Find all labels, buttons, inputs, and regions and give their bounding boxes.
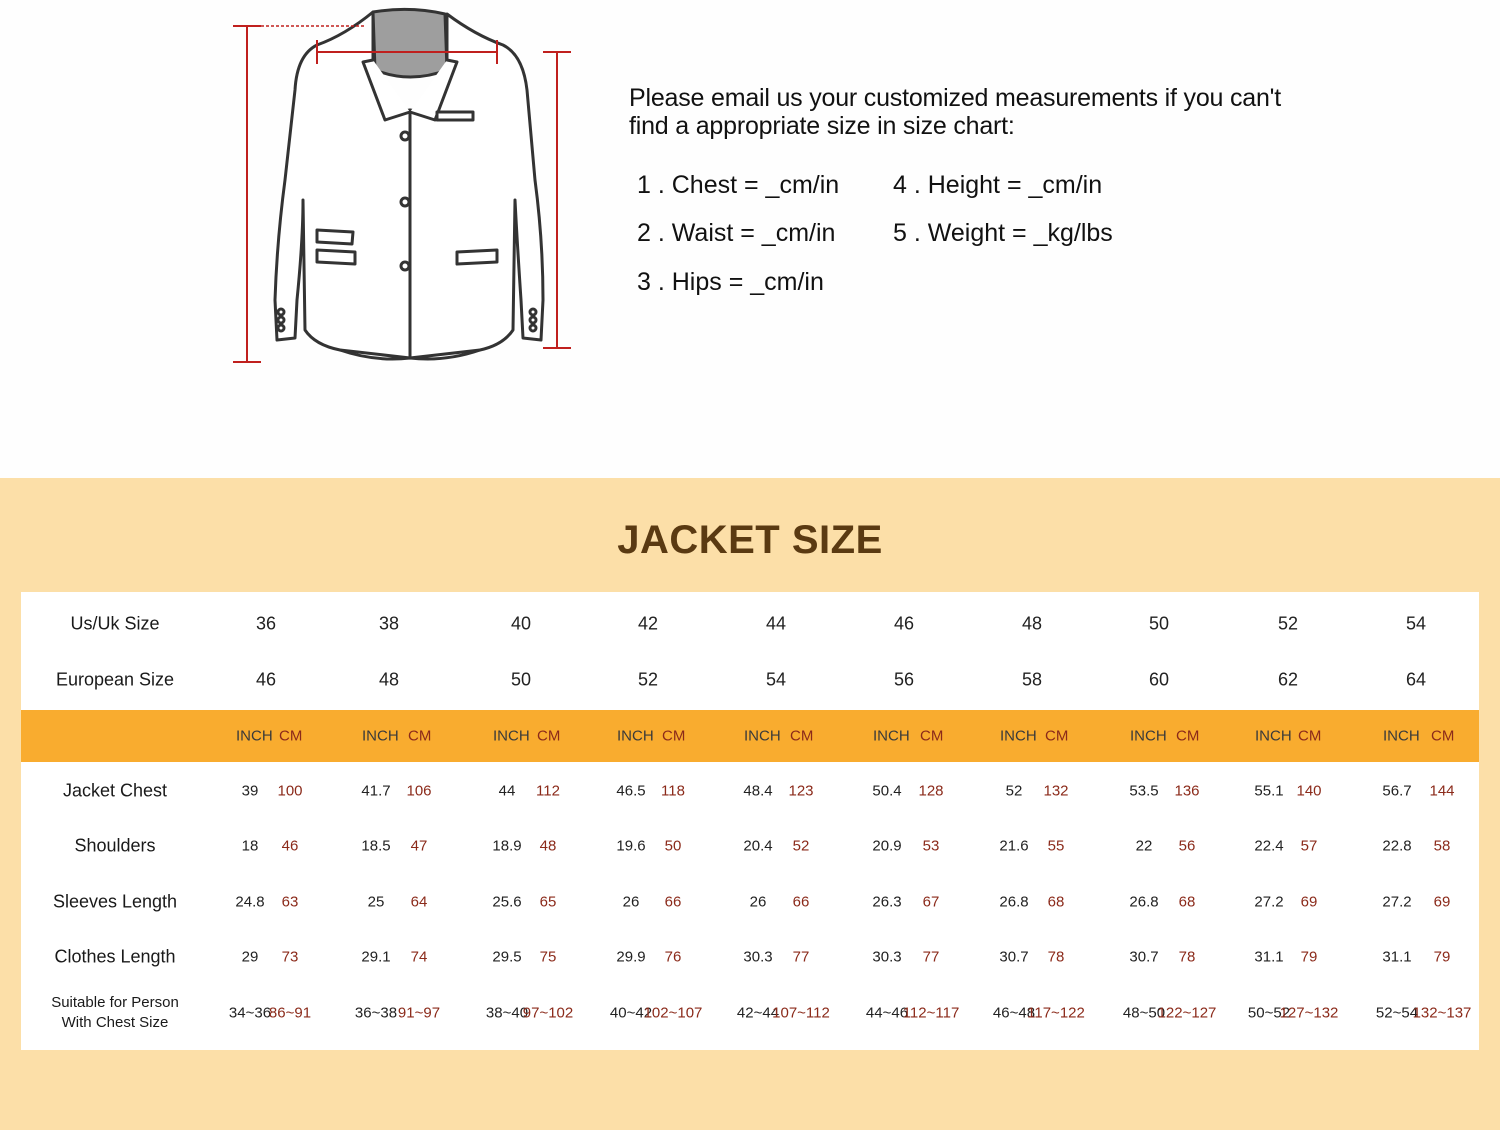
inch-value: 22.4 [1254,837,1284,855]
suitable-inch-value: 36~38 [354,1004,398,1022]
inch-value: 50.4 [872,782,902,800]
cm-value: 47 [410,837,428,855]
european-size-cell: 58 [1021,669,1043,690]
unit-inch-label: INCH [1130,727,1167,745]
cm-value: 68 [1178,893,1196,911]
unit-inch-label: INCH [1383,727,1420,745]
row-label: Jacket Chest [62,780,168,801]
unit-inch-label: INCH [1000,727,1037,745]
unit-cm-label: CM [790,727,814,745]
instructions-heading-line1: Please email us your customized measurements if you can't [629,84,1282,112]
inch-value: 18 [241,837,259,855]
inch-value: 20.9 [872,837,902,855]
unit-cm-label: CM [1176,727,1200,745]
inch-value: 19.6 [616,837,646,855]
suitable-cm-value: 102~107 [643,1004,703,1022]
european-size-cell: 52 [637,669,659,690]
us-uk-size-cell: 54 [1405,613,1427,634]
measure-item-hips: 3 . Hips = _cm/in [637,268,824,296]
cm-value: 65 [539,893,557,911]
european-size-label: European Size [55,669,175,690]
us-uk-size-cell: 50 [1148,613,1170,634]
inch-value: 18.5 [361,837,391,855]
european-size-cell: 62 [1277,669,1299,690]
unit-cm-label: CM [1298,727,1322,745]
inch-value: 30.7 [999,948,1029,966]
suitable-cm-value: 112~117 [902,1004,960,1022]
suitable-inch-value: 34~36 [228,1004,272,1022]
cm-value: 66 [664,893,682,911]
suitable-inch-value: 48~50 [1122,1004,1166,1022]
inch-value: 29.9 [616,948,646,966]
suitable-label-line2: With Chest Size [61,1014,169,1031]
european-size-cell: 48 [378,669,400,690]
suitable-cm-value: 117~122 [1027,1004,1085,1022]
inch-value: 20.4 [743,837,773,855]
unit-cm-label: CM [1045,727,1069,745]
inch-value: 30.7 [1129,948,1159,966]
suitable-inch-value: 52~54 [1375,1004,1419,1022]
cm-value: 112 [536,782,560,800]
cm-value: 69 [1300,893,1318,911]
us-uk-size-cell: 44 [765,613,787,634]
cm-value: 55 [1047,837,1065,855]
cm-value: 132 [1043,782,1069,800]
cm-value: 73 [281,948,299,966]
unit-cm-label: CM [537,727,561,745]
cm-value: 67 [922,893,940,911]
inch-value: 26.8 [999,893,1029,911]
unit-inch-label: INCH [362,727,399,745]
inch-value: 56.7 [1382,782,1412,800]
unit-cm-label: CM [662,727,686,745]
cm-value: 58 [1433,837,1451,855]
cm-value: 140 [1296,782,1322,800]
inch-value: 44 [498,782,516,800]
suitable-inch-value: 44~46 [865,1004,909,1022]
inch-value: 29 [241,948,259,966]
inch-value: 21.6 [999,837,1029,855]
cm-value: 52 [792,837,810,855]
inch-value: 31.1 [1254,948,1284,966]
measure-item-waist: 2 . Waist = _cm/in [637,219,836,247]
cm-value: 53 [922,837,940,855]
cm-value: 64 [410,893,428,911]
suitable-cm-value: 91~97 [397,1004,441,1022]
inch-value: 41.7 [361,782,391,800]
cm-value: 118 [661,782,685,800]
top-section [0,0,1500,478]
inch-value: 55.1 [1254,782,1284,800]
suitable-cm-value: 97~102 [522,1004,574,1022]
inch-value: 25.6 [492,893,522,911]
inch-value: 29.5 [492,948,522,966]
chart-title: JACKET SIZE [617,518,883,562]
us-uk-size-cell: 38 [378,613,400,634]
cm-value: 79 [1433,948,1451,966]
unit-inch-label: INCH [493,727,530,745]
us-uk-size-cell: 48 [1021,613,1043,634]
cm-value: 66 [792,893,810,911]
us-uk-size-cell: 40 [510,613,532,634]
suitable-cm-value: 122~127 [1157,1004,1217,1022]
cm-value: 77 [922,948,940,966]
cm-value: 79 [1300,948,1318,966]
suitable-inch-value: 50~52 [1247,1004,1291,1022]
cm-value: 69 [1433,893,1451,911]
unit-inch-label: INCH [744,727,781,745]
cm-value: 78 [1047,948,1065,966]
suitable-cm-value: 127~132 [1279,1004,1339,1022]
inch-value: 46.5 [616,782,646,800]
suitable-inch-value: 38~40 [485,1004,529,1022]
inch-value: 39 [241,782,259,800]
inch-value: 25 [367,893,385,911]
measure-item-chest: 1 . Chest = _cm/in [637,171,840,199]
suitable-cm-value: 107~112 [772,1004,830,1022]
inch-value: 22 [1135,837,1153,855]
cm-value: 144 [1429,782,1455,800]
suitable-inch-value: 46~48 [992,1004,1036,1022]
unit-cm-label: CM [920,727,944,745]
suitable-cm-value: 86~91 [268,1004,312,1022]
cm-value: 50 [664,837,682,855]
cm-value: 100 [277,782,303,800]
inch-value: 48.4 [743,782,773,800]
jacket-drawing [225,0,585,375]
unit-inch-label: INCH [1255,727,1292,745]
suitable-inch-value: 40~42 [609,1004,653,1022]
cm-value: 48 [539,837,557,855]
us-uk-size-label: Us/Uk Size [70,613,160,634]
cm-value: 68 [1047,893,1065,911]
european-size-cell: 60 [1148,669,1170,690]
european-size-cell: 50 [510,669,532,690]
suitable-inch-value: 42~44 [736,1004,780,1022]
cm-value: 75 [539,948,557,966]
measure-item-weight: 5 . Weight = _kg/lbs [893,219,1113,247]
inch-value: 26 [749,893,767,911]
inch-value: 18.9 [492,837,522,855]
inch-value: 30.3 [743,948,773,966]
unit-cm-label: CM [1431,727,1455,745]
inch-value: 27.2 [1254,893,1284,911]
measurement-instructions [629,84,1329,140]
inch-value: 26 [622,893,640,911]
inch-value: 27.2 [1382,893,1412,911]
cm-value: 77 [792,948,810,966]
inch-value: 31.1 [1382,948,1412,966]
unit-inch-label: INCH [617,727,654,745]
us-uk-size-cell: 52 [1277,613,1299,634]
inch-value: 26.8 [1129,893,1159,911]
european-size-cell: 64 [1405,669,1427,690]
cm-value: 123 [788,782,814,800]
unit-inch-label: INCH [873,727,910,745]
jacket-illustration [225,0,585,375]
size-table [21,592,1479,1050]
inch-value: 24.8 [235,893,265,911]
european-size-cell: 46 [255,669,277,690]
us-uk-size-cell: 36 [255,613,277,634]
cm-value: 56 [1178,837,1196,855]
row-label: Sleeves Length [52,891,178,912]
cm-value: 128 [918,782,944,800]
european-size-cell: 54 [765,669,787,690]
cm-value: 106 [406,782,432,800]
row-label: Shoulders [74,835,156,856]
unit-cm-label: CM [408,727,432,745]
inch-value: 22.8 [1382,837,1412,855]
inch-value: 53.5 [1129,782,1159,800]
us-uk-size-cell: 46 [893,613,915,634]
unit-cm-label: CM [279,727,303,745]
inch-value: 52 [1005,782,1023,800]
cm-value: 76 [664,948,682,966]
inch-value: 30.3 [872,948,902,966]
cm-value: 63 [281,893,299,911]
suitable-cm-value: 132~137 [1412,1004,1472,1022]
cm-value: 136 [1174,782,1200,800]
us-uk-size-cell: 42 [637,613,659,634]
instructions-heading-line2: find a appropriate size in size chart: [629,112,1015,140]
suitable-chest-label [51,993,179,1033]
cm-value: 78 [1178,948,1196,966]
inch-value: 29.1 [361,948,391,966]
suitable-label-line1: Suitable for Person [51,994,179,1011]
inch-value: 26.3 [872,893,902,911]
measure-item-height: 4 . Height = _cm/in [893,171,1103,199]
cm-value: 46 [281,837,299,855]
cm-value: 74 [410,948,428,966]
cm-value: 57 [1300,837,1318,855]
european-size-cell: 56 [893,669,915,690]
row-label: Clothes Length [54,946,176,967]
unit-inch-label: INCH [236,727,273,745]
